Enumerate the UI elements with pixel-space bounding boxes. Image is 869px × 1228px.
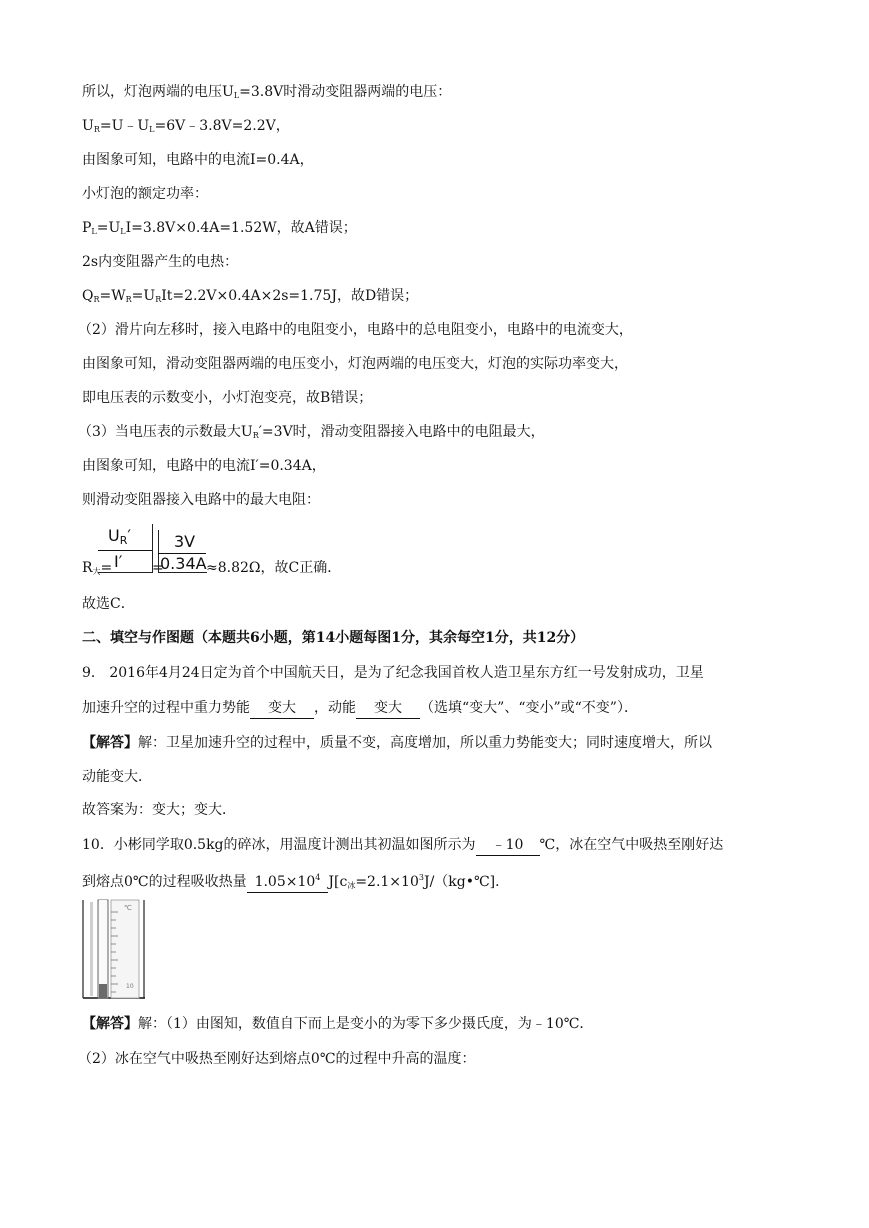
text: =U (131, 288, 156, 304)
subscript: R (125, 295, 132, 304)
question-text (82, 698, 638, 719)
text: =W (99, 288, 126, 304)
text: 1.05×10 (254, 874, 316, 890)
text: U (82, 118, 94, 134)
text: U (108, 526, 120, 545)
subscript: L (91, 227, 97, 236)
question-text (82, 868, 509, 896)
text: 解：卫星加速升空的过程中，质量不变，高度增加，所以重力势能变大；同时速度增大，所以 (138, 735, 712, 751)
fraction-2-denominator: 0.34A (160, 554, 207, 573)
text: J/（kg•℃]． (423, 874, 510, 890)
text-line: 由图象可知，电路中的电流I′=0.34A， (82, 458, 326, 474)
section-title: 二、填空与作图题（本题共6小题，第14小题每图1分，其余每空1分，共12分） (82, 630, 585, 646)
text: =6V﹣3.8V=2.2V， (154, 118, 290, 134)
text: It=2.2V×0.4A×2s=1.75J，故D错误； (161, 288, 419, 304)
text-line: 小灯泡的额定功率： (82, 186, 208, 202)
text-line: 即电压表的示数变小，小灯泡变亮，故B错误； (82, 390, 373, 406)
text: =2.1×10 (355, 874, 419, 890)
fraction-1-numerator (108, 526, 131, 547)
text: ′=3V时，滑动变阻器接入电路中的电阻最大， (258, 424, 545, 440)
text-line: 2s内变阻器产生的电热： (82, 254, 239, 270)
subscript: R (119, 534, 128, 547)
text: Q (82, 288, 94, 304)
subscript: 大 (92, 567, 101, 576)
text-line (82, 286, 418, 310)
fraction-bar-1 (98, 550, 152, 551)
text-line: 由图象可知，电路中的电流I=0.4A， (82, 152, 314, 168)
text-line: （2）滑片向左移时，接入电路中的电阻变小，电路中的总电阻变小，电路中的电流变大， (78, 322, 633, 338)
text: ℃，冰在空气中吸热至刚好达 (539, 837, 724, 853)
question-text: 9． 2016年4月24日定为首个中国航天日，是为了纪念我国首枚人造卫星东方红一号发射成功，卫星 (82, 665, 704, 681)
answer-blank: 变大 (250, 698, 314, 719)
answer-text (82, 1014, 593, 1034)
subscript: R (252, 431, 259, 440)
text: 所以，灯泡两端的电压U (82, 84, 234, 100)
thermometer-unit-label: ℃ (124, 904, 132, 912)
answer-blank (247, 868, 329, 893)
text: =3.8V时滑动变阻器两端的电压： (239, 84, 452, 100)
answer-text: 动能变大． (82, 769, 152, 785)
thermometer-tick-label: 10 (126, 983, 134, 990)
answer-blank: ﹣10 (476, 835, 540, 856)
subscript: R (93, 295, 100, 304)
subscript: L (233, 91, 240, 100)
subscript: L (120, 227, 126, 236)
text: =U (96, 220, 121, 236)
text: 解：（1）由图知，数值自下而上是变小的为零下多少摄氏度，为﹣10℃． (138, 1016, 594, 1032)
subscript: R (155, 295, 162, 304)
answer-blank: 变大 (356, 698, 420, 719)
text: ，动能 (314, 700, 356, 716)
subscript: L (149, 125, 155, 134)
text: = (100, 560, 113, 576)
fraction-2-numerator: 3V (174, 532, 196, 551)
formula-result: ≈8.82Ω，故C正确． (206, 560, 342, 576)
superscript: 3 (418, 873, 424, 882)
text: =U﹣U (99, 118, 150, 134)
text: R (82, 560, 93, 576)
subscript: 冰 (347, 881, 356, 890)
equals-sign: = (152, 560, 164, 576)
text-line (82, 82, 451, 106)
text-line: 则滑动变阻器接入电路中的最大电阻： (82, 492, 320, 508)
text: P (82, 220, 92, 236)
answer-tag: 【解答】 (82, 735, 138, 751)
text-line (78, 422, 545, 446)
text: （选填“变大”、“变小”或“不变”）． (420, 700, 638, 716)
text-line: 故选C． (82, 596, 135, 612)
question-text (82, 835, 723, 856)
text: J[c (328, 874, 348, 890)
text: ′ (127, 526, 132, 545)
answer-text: 故答案为：变大；变大． (82, 802, 236, 818)
text-line (82, 116, 290, 140)
text: 到熔点0℃的过程吸收热量 (82, 874, 247, 890)
superscript: 4 (315, 873, 321, 882)
subscript: R (93, 125, 100, 134)
text: 10．小彬同学取0.5kg的碎冰，用温度计测出其初温如图所示为 (82, 837, 476, 853)
text: 加速升空的过程中重力势能 (82, 700, 250, 716)
text-line (82, 218, 357, 242)
text: I=3.8V×0.4A=1.52W，故A错误； (125, 220, 357, 236)
answer-text (82, 733, 712, 753)
answer-text: （2）冰在空气中吸热至刚好达到熔点0℃的过程中升高的温度： (78, 1051, 476, 1067)
fraction-1-denominator: I′ (114, 552, 123, 571)
text: （3）当电压表的示数最大U (78, 424, 253, 440)
text-line: 由图象可知，滑动变阻器两端的电压变小，灯泡两端的电压变大，灯泡的实际功率变大， (82, 356, 628, 372)
answer-tag: 【解答】 (82, 1016, 138, 1032)
thermometer-figure (82, 898, 146, 1000)
